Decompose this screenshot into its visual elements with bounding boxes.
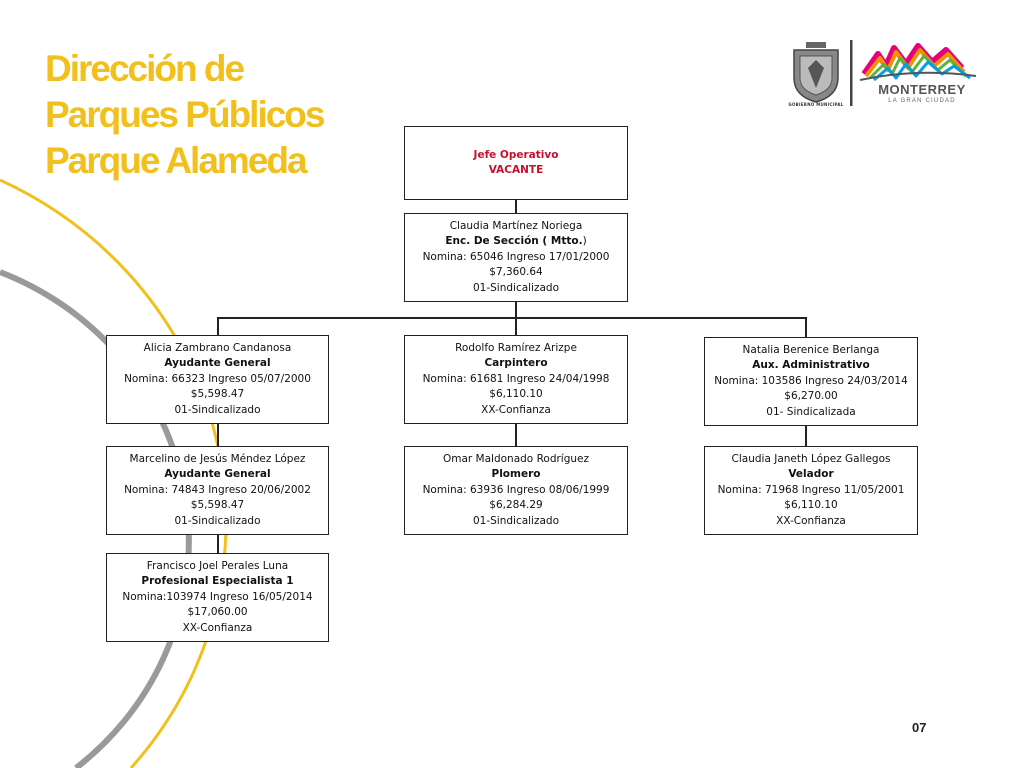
person-name: Claudia Martínez Noriega	[449, 219, 583, 232]
person-nomina: Nomina: 74843 Ingreso 20/06/2002	[124, 483, 311, 496]
person-role-suffix: )	[582, 235, 587, 248]
connector-col1-row2-row3	[217, 534, 219, 554]
connector-col2-row1-row2	[515, 423, 517, 447]
person-nomina: Nomina: 71968 Ingreso 11/05/2001	[717, 483, 905, 496]
org-box-staff-6	[704, 446, 918, 535]
org-box-staff-2	[404, 335, 628, 424]
title-line-3: Parque Alameda	[45, 140, 306, 181]
person-nomina: Nomina: 66323 Ingreso 05/07/2000	[124, 372, 311, 385]
org-box-staff-5	[404, 446, 628, 535]
person-role: Plomero	[491, 468, 541, 481]
page-number: 07	[912, 720, 927, 735]
person-role: Velador	[788, 468, 834, 481]
connector-bus-col1	[217, 317, 219, 336]
person-name: Francisco Joel Perales Luna	[146, 559, 289, 572]
person-type: 01-Sindicalizado	[174, 403, 261, 416]
person-nomina: Nomina: 65046 Ingreso 17/01/2000	[422, 250, 610, 263]
person-role: Aux. Administrativo	[752, 359, 870, 372]
connector-col3-row1-row2	[805, 425, 807, 447]
person-salary: $6,110.10	[784, 499, 838, 512]
page-title	[45, 46, 324, 184]
org-box-jefe	[404, 126, 628, 200]
person-name: Alicia Zambrano Candanosa	[143, 341, 292, 354]
person-role: Carpintero	[484, 357, 548, 370]
person-name: Rodolfo Ramírez Arizpe	[455, 341, 577, 354]
person-type: 01-Sindicalizado	[472, 514, 560, 527]
person-salary: $5,598.47	[190, 499, 245, 512]
person-type: 01-Sindicalizado	[174, 514, 261, 527]
connector-bus-col3	[805, 317, 807, 338]
person-name: Marcelino de Jesús Méndez López	[129, 452, 306, 465]
person-salary: $6,284.29	[489, 499, 543, 512]
person-nomina: Nomina: 61681 Ingreso 24/04/1998	[422, 372, 610, 385]
person-nomina: Nomina: 63936 Ingreso 08/06/1999	[422, 483, 610, 496]
person-salary: $17,060.00	[187, 606, 248, 619]
brand-name: MONTERREY	[878, 82, 966, 97]
person-salary: $7,360.64	[489, 266, 543, 279]
person-salary: $6,110.10	[489, 388, 543, 401]
person-role: Ayudante General	[164, 468, 271, 481]
brand-tagline: LA GRAN CIUDAD	[888, 98, 956, 104]
org-box-staff-3	[704, 337, 918, 426]
person-type: XX-Confianza	[776, 514, 846, 527]
person-salary: $5,598.47	[190, 388, 245, 401]
person-nomina: Nomina:103974 Ingreso 16/05/2014	[122, 590, 313, 603]
person-salary: $6,270.00	[784, 390, 838, 403]
org-box-encargado	[404, 213, 628, 302]
person-type: 01-Sindicalizado	[472, 281, 560, 294]
person-type: XX-Confianza	[182, 621, 253, 634]
jefe-status: VACANTE	[488, 164, 544, 176]
person-type: 01- Sindicalizada	[766, 405, 856, 418]
title-line-1: Dirección de	[45, 48, 244, 89]
person-role-line	[445, 234, 586, 250]
monterrey-logo-icon	[786, 38, 986, 88]
connector-jefe-encargado	[515, 199, 517, 214]
connector-col1-row1-row2	[217, 423, 219, 447]
header-logos	[786, 38, 986, 112]
person-name: Claudia Janeth López Gallegos	[731, 452, 891, 465]
connector-bus-col2	[515, 317, 517, 336]
person-type: XX-Confianza	[481, 403, 551, 416]
org-box-staff-7	[106, 553, 329, 642]
jefe-role: Jefe Operativo	[473, 148, 559, 161]
connector-encargado-bus	[515, 301, 517, 318]
person-nomina: Nomina: 103586 Ingreso 24/03/2014	[714, 374, 908, 387]
person-role: Profesional Especialista 1	[141, 575, 294, 588]
person-role: Enc. De Sección ( Mtto.	[445, 235, 583, 248]
person-name: Natalia Berenice Berlanga	[742, 343, 880, 356]
person-role: Ayudante General	[164, 357, 271, 370]
org-box-staff-1	[106, 335, 329, 424]
connector-horizontal-bus	[217, 317, 806, 319]
person-name: Omar Maldonado Rodríguez	[442, 452, 590, 465]
municipal-label: GOBIERNO MUNICIPAL	[788, 102, 844, 107]
org-box-staff-4	[106, 446, 329, 535]
title-line-2: Parques Públicos	[45, 94, 324, 135]
